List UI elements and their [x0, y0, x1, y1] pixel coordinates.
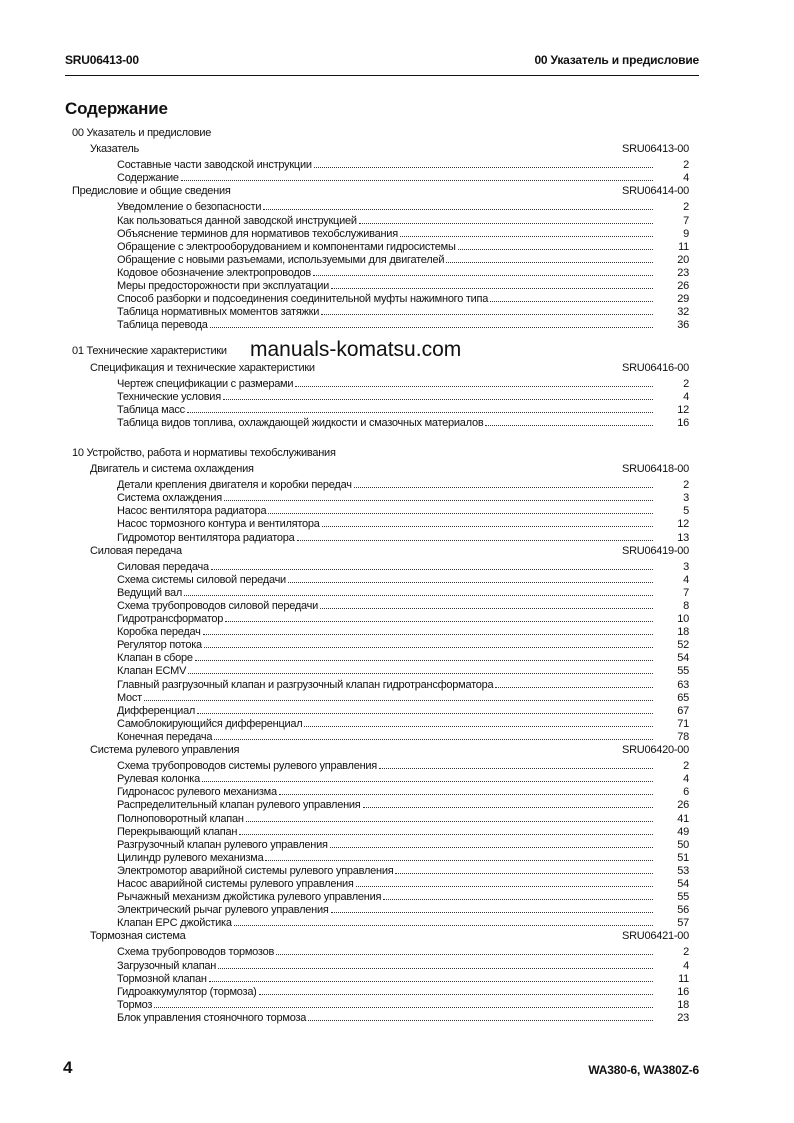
toc-entry-title: Конечная передача: [117, 730, 213, 743]
toc-entry-page: 2: [683, 479, 689, 492]
dot-leader: [356, 875, 653, 887]
toc-entry-page: 7: [683, 214, 689, 227]
dot-leader: [458, 238, 653, 250]
dot-leader: [181, 169, 653, 181]
toc-entry-page: 4: [683, 172, 689, 185]
dot-leader: [490, 290, 653, 302]
dot-leader: [446, 251, 653, 263]
toc-entry[interactable]: [72, 264, 689, 277]
toc-entry[interactable]: [72, 489, 689, 505]
toc-entry-page: 2: [683, 159, 689, 172]
toc-section-heading[interactable]: [72, 185, 689, 198]
toc-entry-page: 8: [683, 600, 689, 612]
toc-entry-title: Клапан ECMV: [117, 665, 187, 678]
toc-entry[interactable]: [72, 662, 689, 678]
toc-entry[interactable]: [72, 728, 689, 741]
toc-section-title: Предисловие и общие сведения: [72, 185, 231, 198]
toc-section-title: Спецификация и технические характеристики: [90, 361, 315, 374]
toc-entry-title: Коробка передач: [117, 626, 201, 639]
dot-leader: [314, 156, 653, 168]
toc-entry-page: 29: [677, 293, 689, 306]
toc-section-heading[interactable]: [72, 930, 689, 943]
toc-entry-title: Схема трубопроводов системы рулевого управления: [117, 760, 377, 773]
toc-entry[interactable]: [72, 476, 689, 492]
toc-entry-title: Насос вентилятора радиатора: [117, 505, 267, 518]
dot-leader: [322, 515, 653, 527]
toc-entry-page: 2: [683, 377, 689, 390]
toc-entry[interactable]: [72, 983, 689, 996]
dot-leader: [265, 849, 653, 861]
dot-leader: [395, 862, 653, 874]
dot-leader: [246, 810, 653, 822]
toc-entry-title: Таблица масс: [117, 403, 185, 416]
dot-leader: [331, 901, 653, 913]
toc-entry-title: Загрузочный клапан: [117, 959, 217, 972]
toc-entry-page: 4: [683, 390, 689, 403]
toc-section-title: Тормозная система: [90, 930, 186, 943]
toc-entry[interactable]: [72, 198, 689, 214]
dot-leader: [354, 476, 653, 488]
toc-section-code: SRU06418-00: [622, 463, 689, 476]
toc-entry[interactable]: [72, 515, 689, 531]
toc-entry[interactable]: [72, 584, 689, 597]
toc-entry-title: Обращение с электрооборудованием и компонентами гидросистемы: [117, 240, 456, 253]
toc-entry-page: 57: [677, 917, 689, 930]
dot-leader: [330, 836, 653, 848]
dot-leader: [144, 689, 653, 701]
dot-leader: [204, 636, 653, 648]
toc-entry-page: 26: [677, 799, 689, 812]
toc-chapter-heading: 00 Указатель и предисловие: [72, 127, 212, 139]
dot-leader: [379, 757, 653, 769]
toc-section-code: SRU06414-00: [622, 185, 689, 198]
toc-entry-title: Регулятор потока: [117, 639, 202, 652]
toc-entry-page: 2: [683, 201, 689, 214]
dot-leader: [295, 375, 653, 387]
dot-leader: [485, 414, 653, 426]
toc-entry[interactable]: [72, 836, 689, 849]
toc-entry-title: Клапан в сборе: [117, 652, 193, 665]
toc-entry-page: 3: [683, 560, 689, 573]
dot-leader: [321, 303, 653, 315]
toc-entry-page: 49: [677, 825, 689, 838]
toc-entry-title: Гидромотор вентилятора радиатора: [117, 531, 295, 544]
dot-leader: [297, 529, 653, 541]
toc-entry-page: 52: [677, 639, 689, 652]
watermark: manuals-komatsu.com: [250, 338, 462, 361]
toc-entry-page: 16: [677, 416, 689, 429]
toc-entry-page: 54: [677, 652, 689, 665]
toc-entry-page: 2: [683, 946, 689, 959]
dot-leader: [197, 702, 653, 714]
footer-models: WA380-6, WA380Z-6: [588, 1063, 699, 1077]
toc-entry-title: Полноповоротный клапан: [117, 812, 244, 825]
toc-section-code: SRU06420-00: [622, 744, 689, 757]
toc-entry[interactable]: [72, 277, 689, 293]
toc-entry-title: Самоблокирующийся дифференциал: [117, 717, 303, 730]
toc-entry-page: 6: [683, 786, 689, 799]
toc-entry-title: Ведущий вал: [117, 586, 183, 599]
dot-leader: [211, 558, 653, 570]
toc-entry[interactable]: [72, 875, 689, 888]
toc-entry-title: Тормоз: [117, 998, 153, 1011]
dot-leader: [195, 649, 653, 661]
toc-entry[interactable]: [72, 316, 689, 332]
toc-entry[interactable]: [72, 862, 689, 875]
toc-entry-page: 55: [677, 891, 689, 904]
toc-entry-title: Гидронасос рулевого механизма: [117, 786, 277, 799]
toc-entry-title: Объяснение терминов для нормативов техобслуживания: [117, 227, 398, 240]
dot-leader: [279, 783, 653, 795]
toc-entry-title: Составные части заводской инструкции: [117, 159, 312, 172]
toc-entry-title: Таблица нормативных моментов затяжки: [117, 306, 320, 319]
toc-entry-page: 78: [677, 730, 689, 743]
dot-leader: [288, 571, 653, 583]
toc-entry-title: Чертеж спецификации с размерами: [117, 377, 294, 390]
header-doc-code: SRU06413-00: [65, 53, 139, 67]
toc-entry-page: 12: [677, 403, 689, 416]
dot-leader: [239, 823, 653, 835]
toc-entry-page: 51: [677, 851, 689, 864]
toc-section-heading[interactable]: [72, 545, 689, 558]
toc-section-title: Двигатель и система охлаждения: [90, 463, 254, 476]
toc-section-code: SRU06413-00: [622, 143, 689, 156]
dot-leader: [363, 796, 653, 808]
toc-entry-page: 50: [677, 838, 689, 851]
toc-section-code: SRU06421-00: [622, 930, 689, 943]
toc-entry[interactable]: [72, 169, 689, 185]
toc-entry-title: Обращение с новыми разъемами, используемыми для двигателей: [117, 253, 445, 266]
toc-entry-page: 16: [677, 985, 689, 998]
toc-section-code: SRU06419-00: [622, 544, 689, 557]
dot-leader: [400, 225, 653, 237]
toc-entry-title: Меры предосторожности при эксплуатации: [117, 280, 329, 293]
toc-entry[interactable]: [72, 770, 689, 786]
toc-entry-page: 71: [677, 717, 689, 730]
toc-entry[interactable]: [72, 888, 689, 904]
toc-entry-title: Гидроаккумулятор (тормоза): [117, 985, 257, 998]
toc-entry-title: Мост: [117, 691, 142, 704]
toc-entry-title: Как пользоваться данной заводской инструкцией: [117, 214, 357, 227]
toc-entry-title: Блок управления стояночного тормоза: [117, 1011, 307, 1024]
toc-entry-page: 67: [677, 704, 689, 717]
toc-entry-title: Тормозной клапан: [117, 972, 207, 985]
toc-entry[interactable]: [72, 571, 689, 584]
toc-entry-page: 65: [677, 691, 689, 704]
toc-entry-page: 3: [683, 492, 689, 505]
toc-entry[interactable]: [72, 996, 689, 1009]
toc-entry-title: Электрический рычаг рулевого управления: [117, 904, 329, 917]
dot-leader: [202, 770, 653, 782]
toc-entry-title: Содержание: [117, 172, 179, 185]
dot-leader: [234, 914, 653, 926]
toc-entry-title: Распределительный клапан рулевого управления: [117, 799, 361, 812]
toc-entry[interactable]: [72, 238, 689, 251]
toc-entry-page: 4: [683, 959, 689, 972]
toc-entry-page: 63: [677, 678, 689, 691]
toc-entry[interactable]: [72, 636, 689, 652]
toc-entry-title: Насос аварийной системы рулевого управления: [117, 877, 354, 890]
toc-entry[interactable]: [72, 558, 689, 571]
toc-section-title: Силовая передача: [90, 544, 182, 557]
toc-entry-page: 4: [683, 773, 689, 786]
toc-entry[interactable]: [72, 414, 689, 427]
dot-leader: [209, 970, 653, 982]
toc-entry[interactable]: [72, 303, 689, 319]
toc-entry-title: Электромотор аварийной системы рулевого управления: [117, 864, 394, 877]
toc-entry-page: 36: [677, 319, 689, 332]
toc-entry-page: 54: [677, 877, 689, 890]
toc-entry-title: Уведомление о безопасности: [117, 201, 262, 214]
toc-entry-page: 41: [677, 812, 689, 825]
table-of-contents: [72, 127, 689, 1022]
toc-entry-title: Разгрузочный клапан рулевого управления: [117, 838, 328, 851]
dot-leader: [495, 676, 653, 688]
toc-entry[interactable]: [72, 943, 689, 959]
toc-entry[interactable]: [72, 623, 689, 639]
toc-entry-title: Схема системы силовой передачи: [117, 573, 286, 586]
toc-entry[interactable]: [72, 970, 689, 983]
toc-entry[interactable]: [72, 810, 689, 823]
toc-entry-page: 53: [677, 864, 689, 877]
toc-entry[interactable]: [72, 502, 689, 518]
dot-leader: [359, 212, 653, 224]
toc-entry[interactable]: [72, 212, 689, 225]
toc-entry-page: 56: [677, 904, 689, 917]
toc-entry-page: 4: [683, 573, 689, 586]
toc-entry[interactable]: [72, 783, 689, 799]
dot-leader: [210, 316, 653, 328]
toc-entry[interactable]: [72, 757, 689, 773]
toc-entry[interactable]: [72, 597, 689, 610]
header-section-title: 00 Указатель и предисловие: [534, 53, 699, 67]
dot-leader: [313, 264, 653, 276]
dot-leader: [225, 610, 653, 622]
dot-leader: [203, 623, 653, 635]
toc-entry-page: 26: [677, 280, 689, 293]
page-number: 4: [63, 1058, 73, 1077]
toc-entry[interactable]: [72, 702, 689, 715]
toc-entry-page: 5: [683, 505, 689, 518]
dot-leader: [188, 662, 653, 674]
toc-entry-title: Главный разгрузочный клапан и разгрузочный клапан гидротрансформатора: [117, 678, 494, 691]
header-rule: [65, 75, 699, 76]
toc-entry-page: 13: [677, 531, 689, 544]
toc-entry[interactable]: [72, 610, 689, 626]
dot-leader: [304, 715, 653, 727]
toc-entry-page: 23: [677, 266, 689, 279]
dot-leader: [263, 198, 653, 210]
toc-entry[interactable]: [72, 689, 689, 702]
toc-entry[interactable]: [72, 529, 689, 542]
toc-entry[interactable]: [72, 1009, 689, 1022]
dot-leader: [218, 957, 653, 969]
toc-entry-page: 10: [677, 613, 689, 626]
toc-entry-title: Способ разборки и подсоединения соединительной муфты нажимного типа: [117, 293, 489, 306]
dot-leader: [383, 888, 653, 900]
dot-leader: [187, 401, 653, 413]
toc-entry[interactable]: [72, 849, 689, 862]
toc-chapter-heading: 10 Устройство, работа и нормативы техобслуживания: [72, 446, 336, 459]
toc-entry[interactable]: [72, 823, 689, 836]
toc-section-heading[interactable]: [72, 362, 689, 375]
toc-entry[interactable]: [72, 796, 689, 812]
page-title: Содержание: [65, 99, 168, 118]
toc-entry-title: Дифференциал: [117, 704, 196, 717]
toc-entry-title: Схема трубопроводов силовой передачи: [117, 600, 319, 612]
toc-entry[interactable]: [72, 156, 689, 172]
toc-entry-page: 32: [677, 306, 689, 319]
toc-entry-page: 18: [677, 626, 689, 639]
toc-entry-title: Клапан EPC джойстика: [117, 917, 232, 930]
toc-entry[interactable]: [72, 290, 689, 306]
dot-leader: [223, 388, 653, 400]
toc-entry-title: Кодовое обозначение электропроводов: [117, 266, 312, 279]
dot-leader: [308, 1009, 653, 1021]
toc-section-heading[interactable]: [72, 744, 689, 757]
toc-entry[interactable]: [72, 401, 689, 414]
toc-entry[interactable]: [72, 649, 689, 665]
toc-chapter-heading: 01 Технические характеристики: [72, 345, 227, 358]
dot-leader: [320, 597, 653, 609]
toc-entry-title: Технические условия: [117, 390, 221, 403]
toc-entry-page: 11: [678, 240, 689, 253]
toc-section-title: Указатель: [90, 143, 140, 156]
dot-leader: [259, 983, 653, 995]
toc-entry-title: Рулевая колонка: [117, 773, 200, 786]
toc-entry[interactable]: [72, 957, 689, 970]
toc-entry-title: Цилиндр рулевого механизма: [117, 851, 264, 864]
toc-entry[interactable]: [72, 388, 689, 401]
toc-entry-title: Таблица перевода: [117, 319, 208, 332]
toc-entry-page: 20: [677, 253, 689, 266]
toc-entry-title: Детали крепления двигателя и коробки передач: [117, 479, 352, 492]
toc-entry[interactable]: [72, 375, 689, 388]
toc-entry-title: Перекрывающий клапан: [117, 825, 238, 838]
toc-entry-page: 9: [683, 227, 689, 240]
toc-entry-title: Силовая передача: [117, 560, 209, 573]
toc-entry-title: Насос тормозного контура и вентилятора: [117, 518, 320, 531]
toc-entry-title: Гидротрансформатор: [117, 613, 224, 626]
dot-leader: [154, 996, 653, 1008]
toc-entry[interactable]: [72, 225, 689, 238]
dot-leader: [184, 584, 653, 596]
dot-leader: [268, 502, 653, 514]
toc-entry-page: 55: [677, 665, 689, 678]
dot-leader: [331, 277, 653, 289]
toc-section-title: Система рулевого управления: [90, 744, 240, 757]
toc-section-code: SRU06416-00: [622, 361, 689, 374]
toc-entry-title: Схема трубопроводов тормозов: [117, 946, 275, 959]
toc-entry[interactable]: [72, 251, 689, 264]
dot-leader: [276, 943, 653, 955]
toc-section-heading[interactable]: [72, 143, 689, 156]
toc-entry-page: 18: [677, 998, 689, 1011]
toc-entry-page: 12: [677, 518, 689, 531]
toc-entry-page: 11: [678, 972, 689, 985]
toc-entry-page: 2: [683, 760, 689, 773]
toc-entry-title: Таблица видов топлива, охлаждающей жидкости и смазочных материалов: [117, 416, 484, 429]
toc-entry[interactable]: [72, 676, 689, 689]
toc-entry[interactable]: [72, 715, 689, 728]
toc-entry-page: 7: [683, 586, 689, 599]
dot-leader: [214, 728, 653, 740]
toc-entry[interactable]: [72, 901, 689, 917]
dot-leader: [224, 489, 653, 501]
toc-entry-title: Рычажный механизм джойстика рулевого управления: [117, 891, 382, 904]
toc-entry[interactable]: [72, 914, 689, 930]
toc-entry-title: Система охлаждения: [117, 492, 222, 505]
toc-section-heading[interactable]: [72, 463, 689, 476]
toc-entry-page: 23: [677, 1011, 689, 1024]
